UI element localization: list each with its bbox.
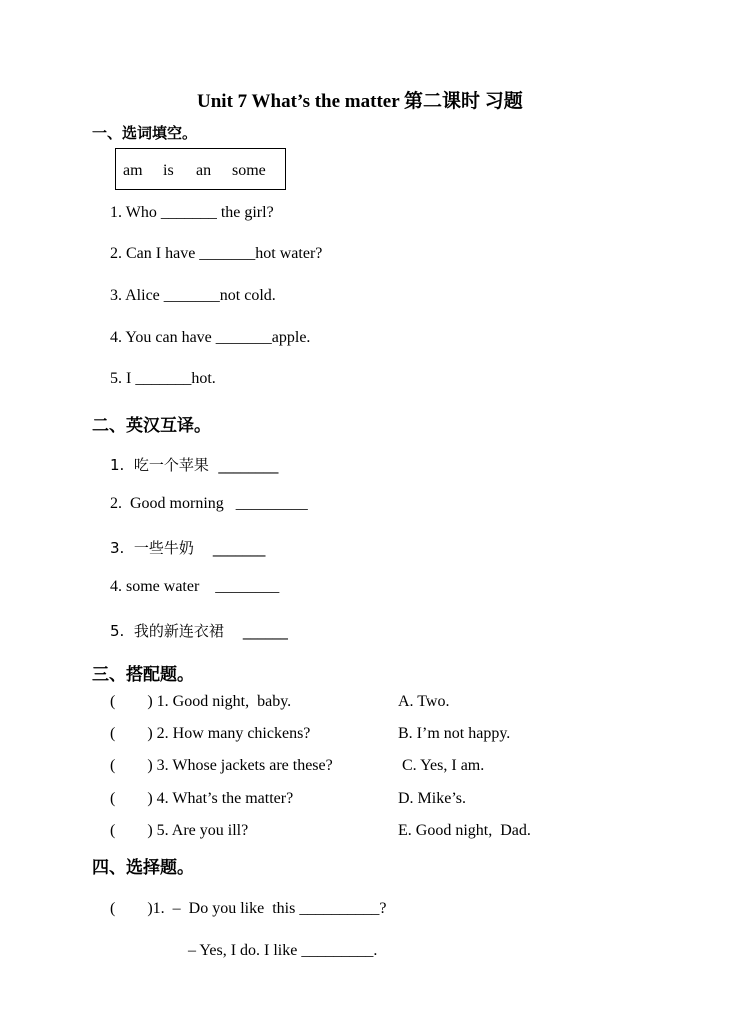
fill-in-question: 5. I _______hot.: [110, 370, 216, 387]
matching-answer: A. Two.: [398, 693, 450, 710]
choice-question-line: ( )1. – Do you like this __________?: [110, 900, 387, 917]
choice-question-line: – Yes, I do. I like _________.: [188, 942, 378, 959]
translation-question: 4. some water ________: [110, 578, 280, 595]
matching-question: ( ) 5. Are you ill?: [110, 822, 249, 839]
section-heading-translation: 二、英汉互译。: [92, 416, 211, 436]
matching-answer: C. Yes, I am.: [398, 757, 485, 774]
word-bank-item: an: [196, 162, 212, 179]
matching-answer: B. I’m not happy.: [398, 725, 511, 742]
fill-in-question: 4. You can have _______apple.: [110, 329, 311, 346]
fill-in-question: 2. Can I have _______hot water?: [110, 245, 323, 262]
section-heading-matching: 三、搭配题。: [92, 665, 194, 685]
translation-question: 1. 吃一个苹果 ________: [110, 456, 279, 474]
word-bank-item: is: [163, 162, 174, 179]
translation-question: 2. Good morning _________: [110, 495, 308, 512]
section-heading-fill-in: 一、选词填空。: [92, 124, 198, 142]
matching-question: ( ) 1. Good night, baby.: [110, 693, 292, 710]
matching-question: ( ) 4. What’s the matter?: [110, 790, 294, 807]
matching-answer: D. Mike’s.: [398, 790, 466, 807]
section-heading-multiple-choice: 四、选择题。: [92, 858, 194, 878]
matching-question: ( ) 3. Whose jackets are these?: [110, 757, 333, 774]
matching-answer: E. Good night, Dad.: [398, 822, 531, 839]
matching-question: ( ) 2. How many chickens?: [110, 725, 311, 742]
word-bank-item: am: [123, 162, 143, 179]
fill-in-question: 3. Alice _______not cold.: [110, 287, 276, 304]
page-title: Unit 7 What’s the matter 第二课时 习题: [197, 91, 523, 112]
translation-question: 3. 一些牛奶 _______: [110, 539, 266, 557]
fill-in-question: 1. Who _______ the girl?: [110, 204, 274, 221]
translation-question: 5. 我的新连衣裙 ______: [110, 622, 288, 640]
word-bank-item: some: [232, 162, 266, 179]
